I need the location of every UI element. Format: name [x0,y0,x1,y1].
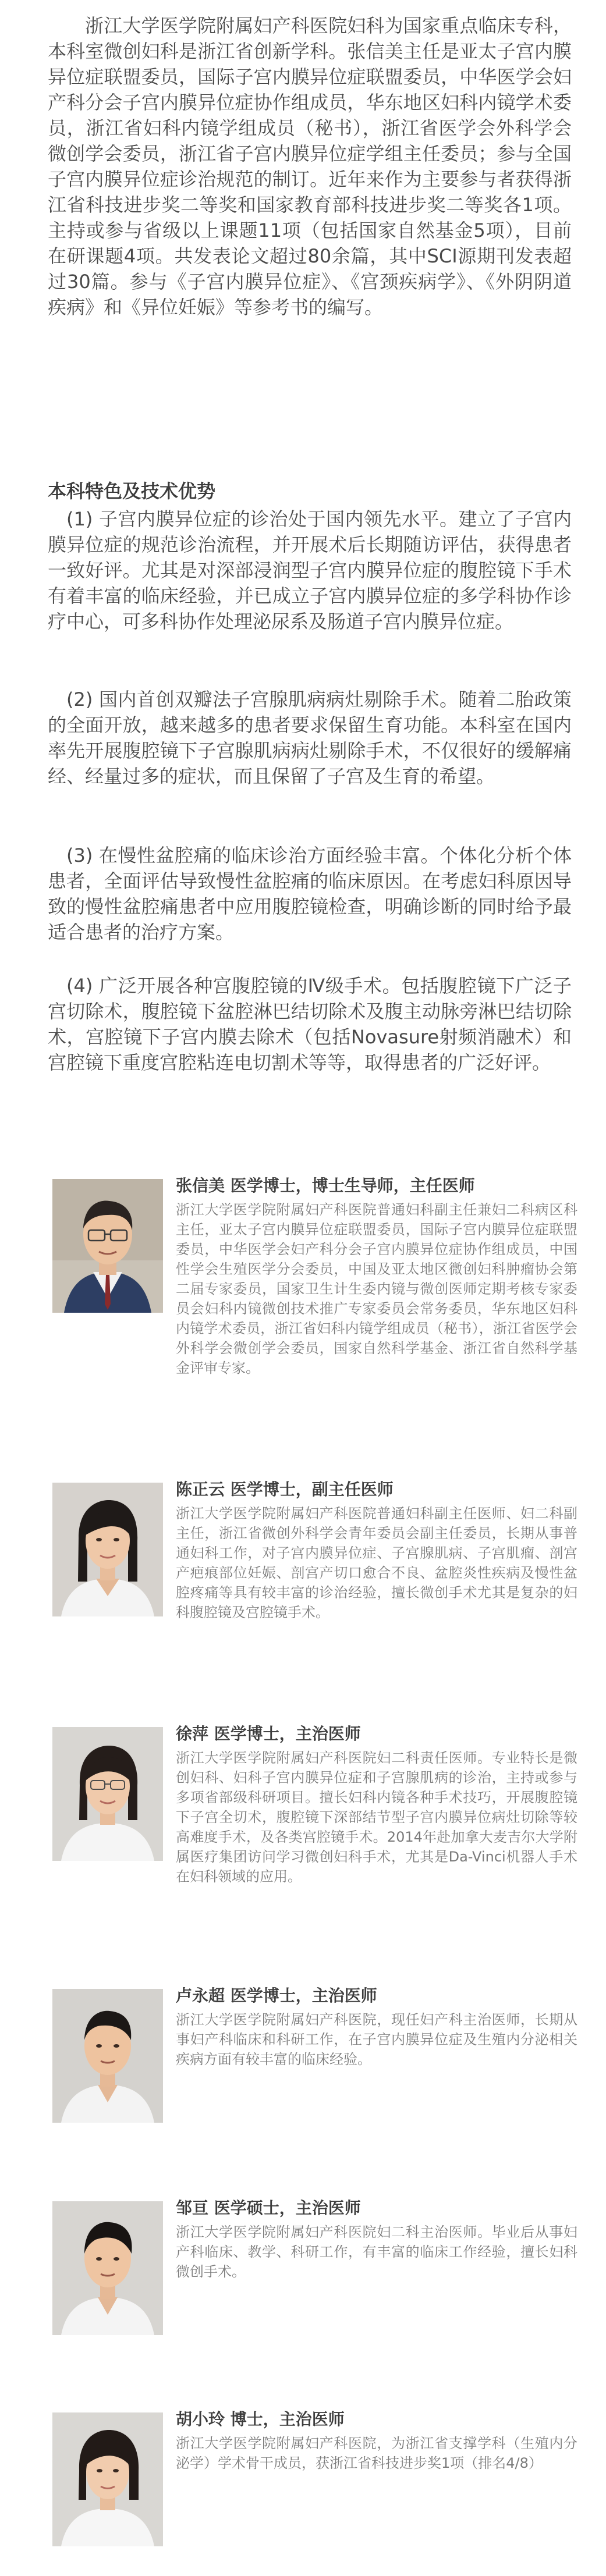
doctor-photo [52,1179,163,1313]
doctor-card [52,2408,576,2565]
doctor-card [52,2197,576,2354]
doctor-portrait-icon [52,1989,163,2123]
feature-paragraph-2: (2) 国内首创双瓣法子宫腺肌病病灶剔除手术。随着二胎政策的全面开放，越来越多的患者要求保留生育功能。本科室在国内率先开展腹腔镜下子宫腺肌病病灶剔除手术，不仅很好的缓解痛经、经量过多的症状，而且保留了子宫及生育的希望。 [48,688,572,787]
doctor-name: 邹亘 医学硕士，主治医师 [176,2198,361,2218]
doctor-photo [52,1989,163,2123]
doctor-portrait-icon [52,1727,163,1861]
doctor-name: 徐萍 医学博士，主治医师 [176,1724,361,1743]
doctor-info [176,1984,577,2069]
doctor-photo [52,1727,163,1861]
doctor-info [176,1174,577,1378]
doctor-portrait-icon [52,2412,163,2546]
doctor-photo [52,2412,163,2546]
feature-paragraph-1: (1) 子宫内膜异位症的诊治处于国内领先水平。建立了子宫内膜异位症的规范诊治流程，并开展术后长期随访评估，获得患者一致好评。尤其是对深部浸润型子宫内膜异位症的腹腔镜下手术有着丰富的临床经验，并已成立子宫内膜异位症的多学科协作诊疗中心，可多科协作处理泌尿系及肠道子宫内膜异位症。 [48,508,572,633]
doctor-card [52,1984,576,2141]
doctor-name: 张信美 医学博士，博士生导师，主任医师 [176,1176,475,1195]
doctor-photo [52,1483,163,1616]
doctor-info [176,2197,577,2282]
doctor-portrait-icon [52,1179,163,1313]
doctor-info [176,2408,577,2473]
doctor-card [52,1722,576,1938]
section-title: 本科特色及技术优势 [48,480,216,502]
doctor-bio: 浙江大学医学院附属妇产科医院普通妇科副主任医师、妇二科副主任，浙江省微创外科学会青年委员会副主任委员，长期从事普通妇科工作，对子宫内膜异位症、子宫腺肌病、子宫肌瘤、剖宫产疤痕部位妊娠、剖宫产切口愈合不良、盆腔炎性疾病及慢性盆腔疼痛等具有较丰富的诊治经验，擅长微创手术尤其是复杂的妇科腹腔镜及宫腔镜手术。 [176,1505,577,1621]
doctor-photo [52,2201,163,2335]
doctor-info [176,1722,577,1886]
doctor-bio: 浙江大学医学院附属妇产科医院普通妇科副主任兼妇二科病区科主任，亚太子宫内膜异位症联盟委员，国际子宫内膜异位症联盟委员，中华医学会妇产科分会子宫内膜异位症协作组成员，中国性学会生殖医学分会委员，中国及亚太地区微创妇科肿瘤协会第二届专家委员，国家卫生计生委内镜与微创医师定期考核专家委员会妇科内镜微创技术推广专家委员会常务委员，华东地区妇科内镜学术委员，浙江省妇科内镜学组成员（秘书），浙江省医学会外科学会微创学会委员，国家自然科学基金、浙江省自然科学基金评审专家。 [176,1202,577,1376]
intro-paragraph: 浙江大学医学院附属妇产科医院妇科为国家重点临床专科，本科室微创妇科是浙江省创新学科。张信美主任是亚太子宫内膜异位症联盟委员，国际子宫内膜异位症联盟委员，中华医学会妇产科分会子宫内膜异位症协作组成员，华东地区妇科内镜学术委员，浙江省妇科内镜学组成员（秘书），浙江省医学会外科学会微创学会委员，浙江省子宫内膜异位症学组主任委员；参与全国子宫内膜异位症诊治规范的制订。近年来作为主要参与者获得浙江省科技进步奖二等奖和国家教育部科技进步奖二等奖各1项。主持或参与省级以上课题11项（包括国家自然基金5项），目前在研课题4项。共发表论文超过80余篇，其中SCI源期刊发表超过30篇。参与《子宫内膜异位症》、《宫颈疾病学》、《外阴阴道疾病》和《异位妊娠》等参考书的编写。 [48,15,572,318]
doctor-name: 卢永超 医学博士，主治医师 [176,1986,377,2005]
doctor-bio: 浙江大学医学院附属妇产科医院，为浙江省支撑学科（生殖内分泌学）学术骨干成员，获浙江省科技进步奖1项（排名4/8） [176,2435,577,2471]
doctor-card [52,1174,576,1448]
doctor-card [52,1478,576,1687]
doctor-info [176,1478,577,1622]
doctor-bio: 浙江大学医学院附属妇产科医院，现任妇产科主治医师，长期从事妇产科临床和科研工作，在子宫内膜异位症及生殖内分泌相关疾病方面有较丰富的临床经验。 [176,2012,577,2067]
doctor-portrait-icon [52,2201,163,2335]
feature-paragraph-4: (4) 广泛开展各种宫腹腔镜的Ⅳ级手术。包括腹腔镜下广泛子宫切除术，腹腔镜下盆腔淋巴结切除术及腹主动脉旁淋巴结切除术，宫腔镜下子宫内膜去除术（包括Novasure射频消融术）和宫腔镜下重度宫腔粘连电切割术等等，取得患者的广泛好评。 [48,975,572,1074]
doctor-name: 陈正云 医学博士，副主任医师 [176,1480,394,1499]
doctor-bio: 浙江大学医学院附属妇产科医院妇二科责任医师。专业特长是微创妇科、妇科子宫内膜异位症和子宫腺肌病的诊治，主持或参与多项省部级科研项目。擅长妇科内镜各种手术技巧，开展腹腔镜下子宫全切术，腹腔镜下深部结节型子宫内膜异位病灶切除等较高难度手术，及各类宫腔镜手术。2014年赴加拿大麦吉尔大学附属医疗集团访问学习微创妇科手术，尤其是Da-Vinci机器人手术在妇科领域的应用。 [176,1750,577,1885]
feature-paragraph-3: (3) 在慢性盆腔痛的临床诊治方面经验丰富。个体化分析个体患者，全面评估导致慢性盆腔痛的临床原因。在考虑妇科原因导致的慢性盆腔痛患者中应用腹腔镜检查，明确诊断的同时给予最适合患者的治疗方案。 [48,844,572,943]
doctor-bio: 浙江大学医学院附属妇产科医院妇二科主治医师。毕业后从事妇产科临床、教学、科研工作，有丰富的临床工作经验，擅长妇科微创手术。 [176,2224,577,2280]
doctor-name: 胡小玲 博士，主治医师 [176,2410,345,2429]
doctor-portrait-icon [52,1483,163,1616]
